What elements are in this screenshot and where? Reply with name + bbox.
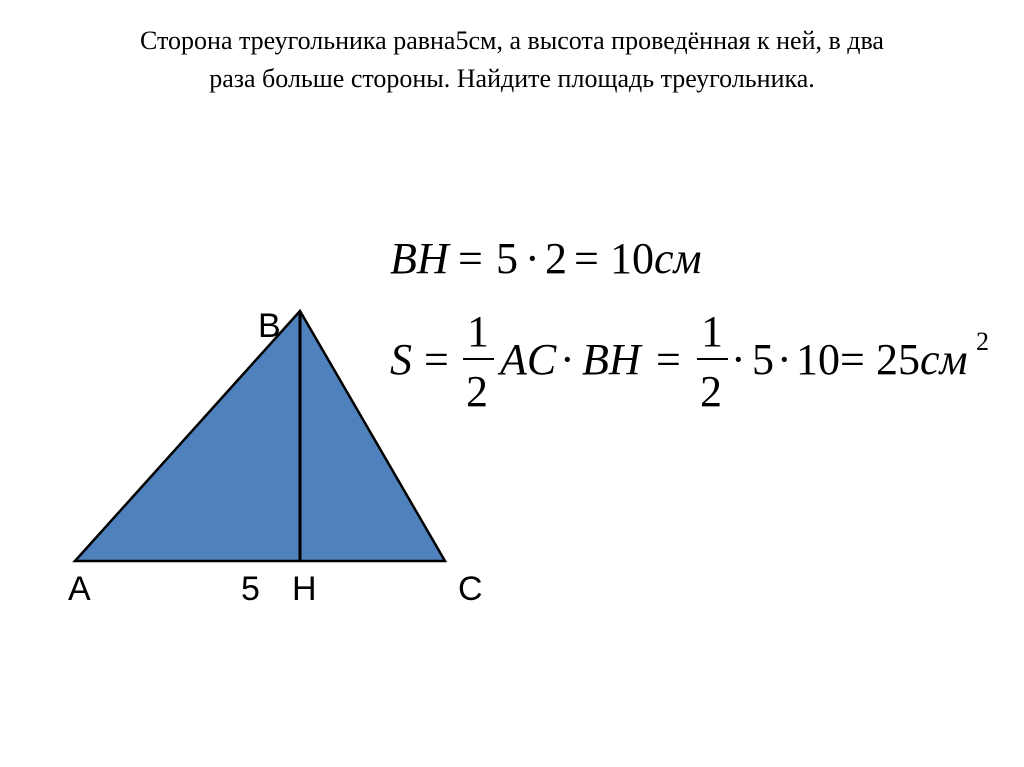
problem-line-2: раза больше стороны. Найдите площадь треугольника. [209,64,815,93]
slide-edge [1010,0,1024,767]
formula-bh-result: 10 [610,234,654,283]
vertex-c-label: C [458,570,483,608]
vertex-b-label: B [258,307,281,345]
formula-area [390,307,989,416]
formula-bh-a: 5 [496,234,518,283]
formula-area-dot1: · [560,335,575,384]
fraction-2-numerator: 1 [701,307,723,356]
formula-bh [390,234,702,283]
fraction-1-numerator: 1 [467,307,489,356]
formula-bh-lhs: BH [390,234,449,283]
side-length-label: 5 [241,570,260,608]
formula-area-unit: см [920,335,968,384]
formula-bh-dot: · [525,234,540,283]
formula-area-eq3: = [840,335,865,384]
vertex-h-label: H [292,570,317,608]
formula-area-bh: BH [582,335,641,384]
formula-area-eq2: = [656,335,681,384]
formula-area-lhs: S [390,335,412,384]
problem-line-1: Сторона треугольника равна5см, а высота проведённая к ней, в два [140,26,884,55]
formula-area-dot3: · [777,335,792,384]
formula-bh-eq2: = [574,234,599,283]
formula-area-a: 5 [752,335,774,384]
formula-bh-eq1: = [458,234,483,283]
formula-bh-unit: см [654,234,702,283]
formula-area-b: 10 [796,335,840,384]
formula-bh-b: 2 [545,234,567,283]
formula-area-dot2: · [731,335,746,384]
fraction-1-denominator: 2 [466,367,488,416]
formula-area-power: 2 [976,327,989,356]
formula-area-ac: AC [500,335,557,384]
vertex-a-label: A [68,570,91,608]
fraction-2-denominator: 2 [700,367,722,416]
formula-area-eq1: = [424,335,449,384]
formula-area-result: 25 [876,335,920,384]
